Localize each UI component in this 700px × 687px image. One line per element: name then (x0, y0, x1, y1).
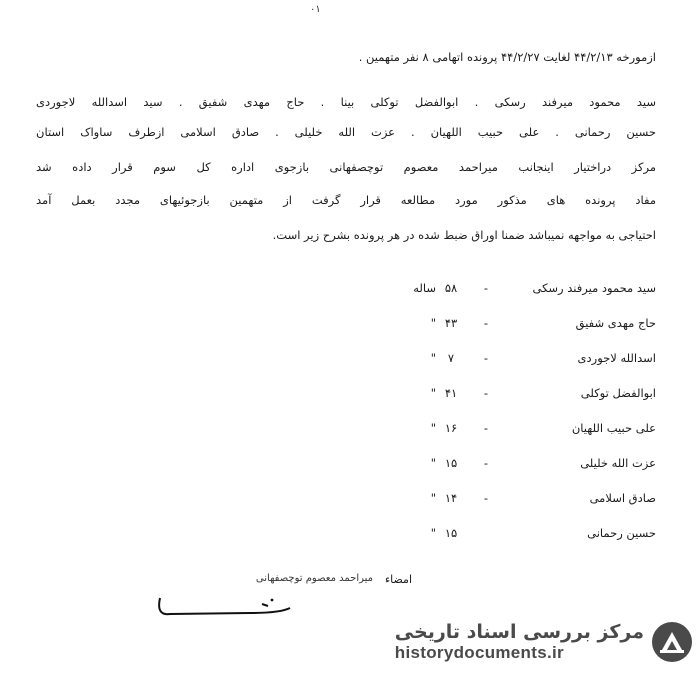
defendant-name: حاج مهدی شفیق (575, 315, 656, 330)
defendant-age: ۱۵ (444, 525, 458, 540)
watermark-title: مرکز بررسی اسناد تاریخی (394, 621, 644, 643)
body-line-2: حسین رحمانی . علی حبیب اللهیان . عزت الله خلیلی . صادق اسلامی ازطرف ساواک استان (36, 125, 656, 139)
defendant-name: صادق اسلامی (589, 490, 656, 505)
page-mark: ٠١ (310, 4, 321, 15)
list-item (356, 375, 656, 410)
list-item (356, 305, 656, 340)
age-unit: " (430, 525, 436, 540)
defendant-name: عزت الله خلیلی (580, 455, 656, 470)
watermark-url: historydocuments.ir (394, 643, 564, 662)
defendant-age: ۵۸ (444, 280, 458, 295)
defendant-name: اسدالله لاجوردی (577, 350, 656, 365)
age-unit: " (430, 385, 436, 400)
list-item (356, 480, 656, 515)
age-unit: " (430, 420, 436, 435)
separator-dash: - (483, 385, 489, 400)
age-unit: " (430, 315, 436, 330)
body-line-1: سید محمود میرفند رسکی . ابوالفضل توکلی بینا . حاج مهدی شفیق . سید اسدالله لاجوردی (36, 95, 656, 109)
defendants-list (356, 270, 656, 550)
defendant-age: ۱۴ (444, 490, 458, 505)
list-item (356, 340, 656, 375)
defendant-name: حسین رحمانی (587, 525, 656, 540)
age-unit: " (430, 455, 436, 470)
body-line-3: مرکز دراختیار اینجانب میراحمد معصوم توچصفهانی بازجوی اداره کل سوم قرار داده شد (36, 160, 656, 174)
separator-dash: - (483, 315, 489, 330)
defendant-name: ابوالفضل توکلی (580, 385, 656, 400)
age-unit: " (430, 350, 436, 365)
defendant-name: سید محمود میرفند رسکی (532, 280, 656, 295)
separator-dash: - (483, 420, 489, 435)
defendant-age: ۴۳ (444, 315, 458, 330)
separator-dash: - (483, 490, 489, 505)
body-line-5: احتیاجی به مواجهه نمیباشد ضمنا اوراق ضبط شده در هر پرونده بشرح زیر است. (272, 228, 656, 242)
age-unit: " (430, 490, 436, 505)
signature-label: امضاء (384, 573, 412, 586)
defendant-name: علی حبیب اللهیان (571, 420, 656, 435)
archive-logo-icon (650, 620, 694, 664)
list-item (356, 270, 656, 305)
list-item (356, 515, 656, 550)
defendant-age: ۴۱ (444, 385, 458, 400)
defendant-age: ۱۶ (444, 420, 458, 435)
defendant-age: ۱۵ (444, 455, 458, 470)
list-item (356, 445, 656, 480)
document-heading: ازمورخه ۴۴/۲/۱۳ لغایت ۴۴/۲/۲۷ پرونده اتهامی ۸ نفر متهمین . (358, 50, 656, 64)
signature-name: میراحمد معصوم توچصفهانی (255, 573, 373, 584)
defendant-age: ۷ (447, 350, 455, 365)
list-item (356, 410, 656, 445)
handwritten-signature (150, 586, 300, 622)
body-line-4: مفاد پرونده های مذکور مورد مطالعه قرار گرفت از متهمین بازجوئیهای مجدد بعمل آمد (36, 193, 656, 207)
separator-dash: - (483, 280, 489, 295)
archive-watermark (395, 620, 694, 664)
separator-dash: - (483, 455, 489, 470)
age-unit: ساله (413, 280, 436, 295)
separator-dash: - (483, 350, 489, 365)
